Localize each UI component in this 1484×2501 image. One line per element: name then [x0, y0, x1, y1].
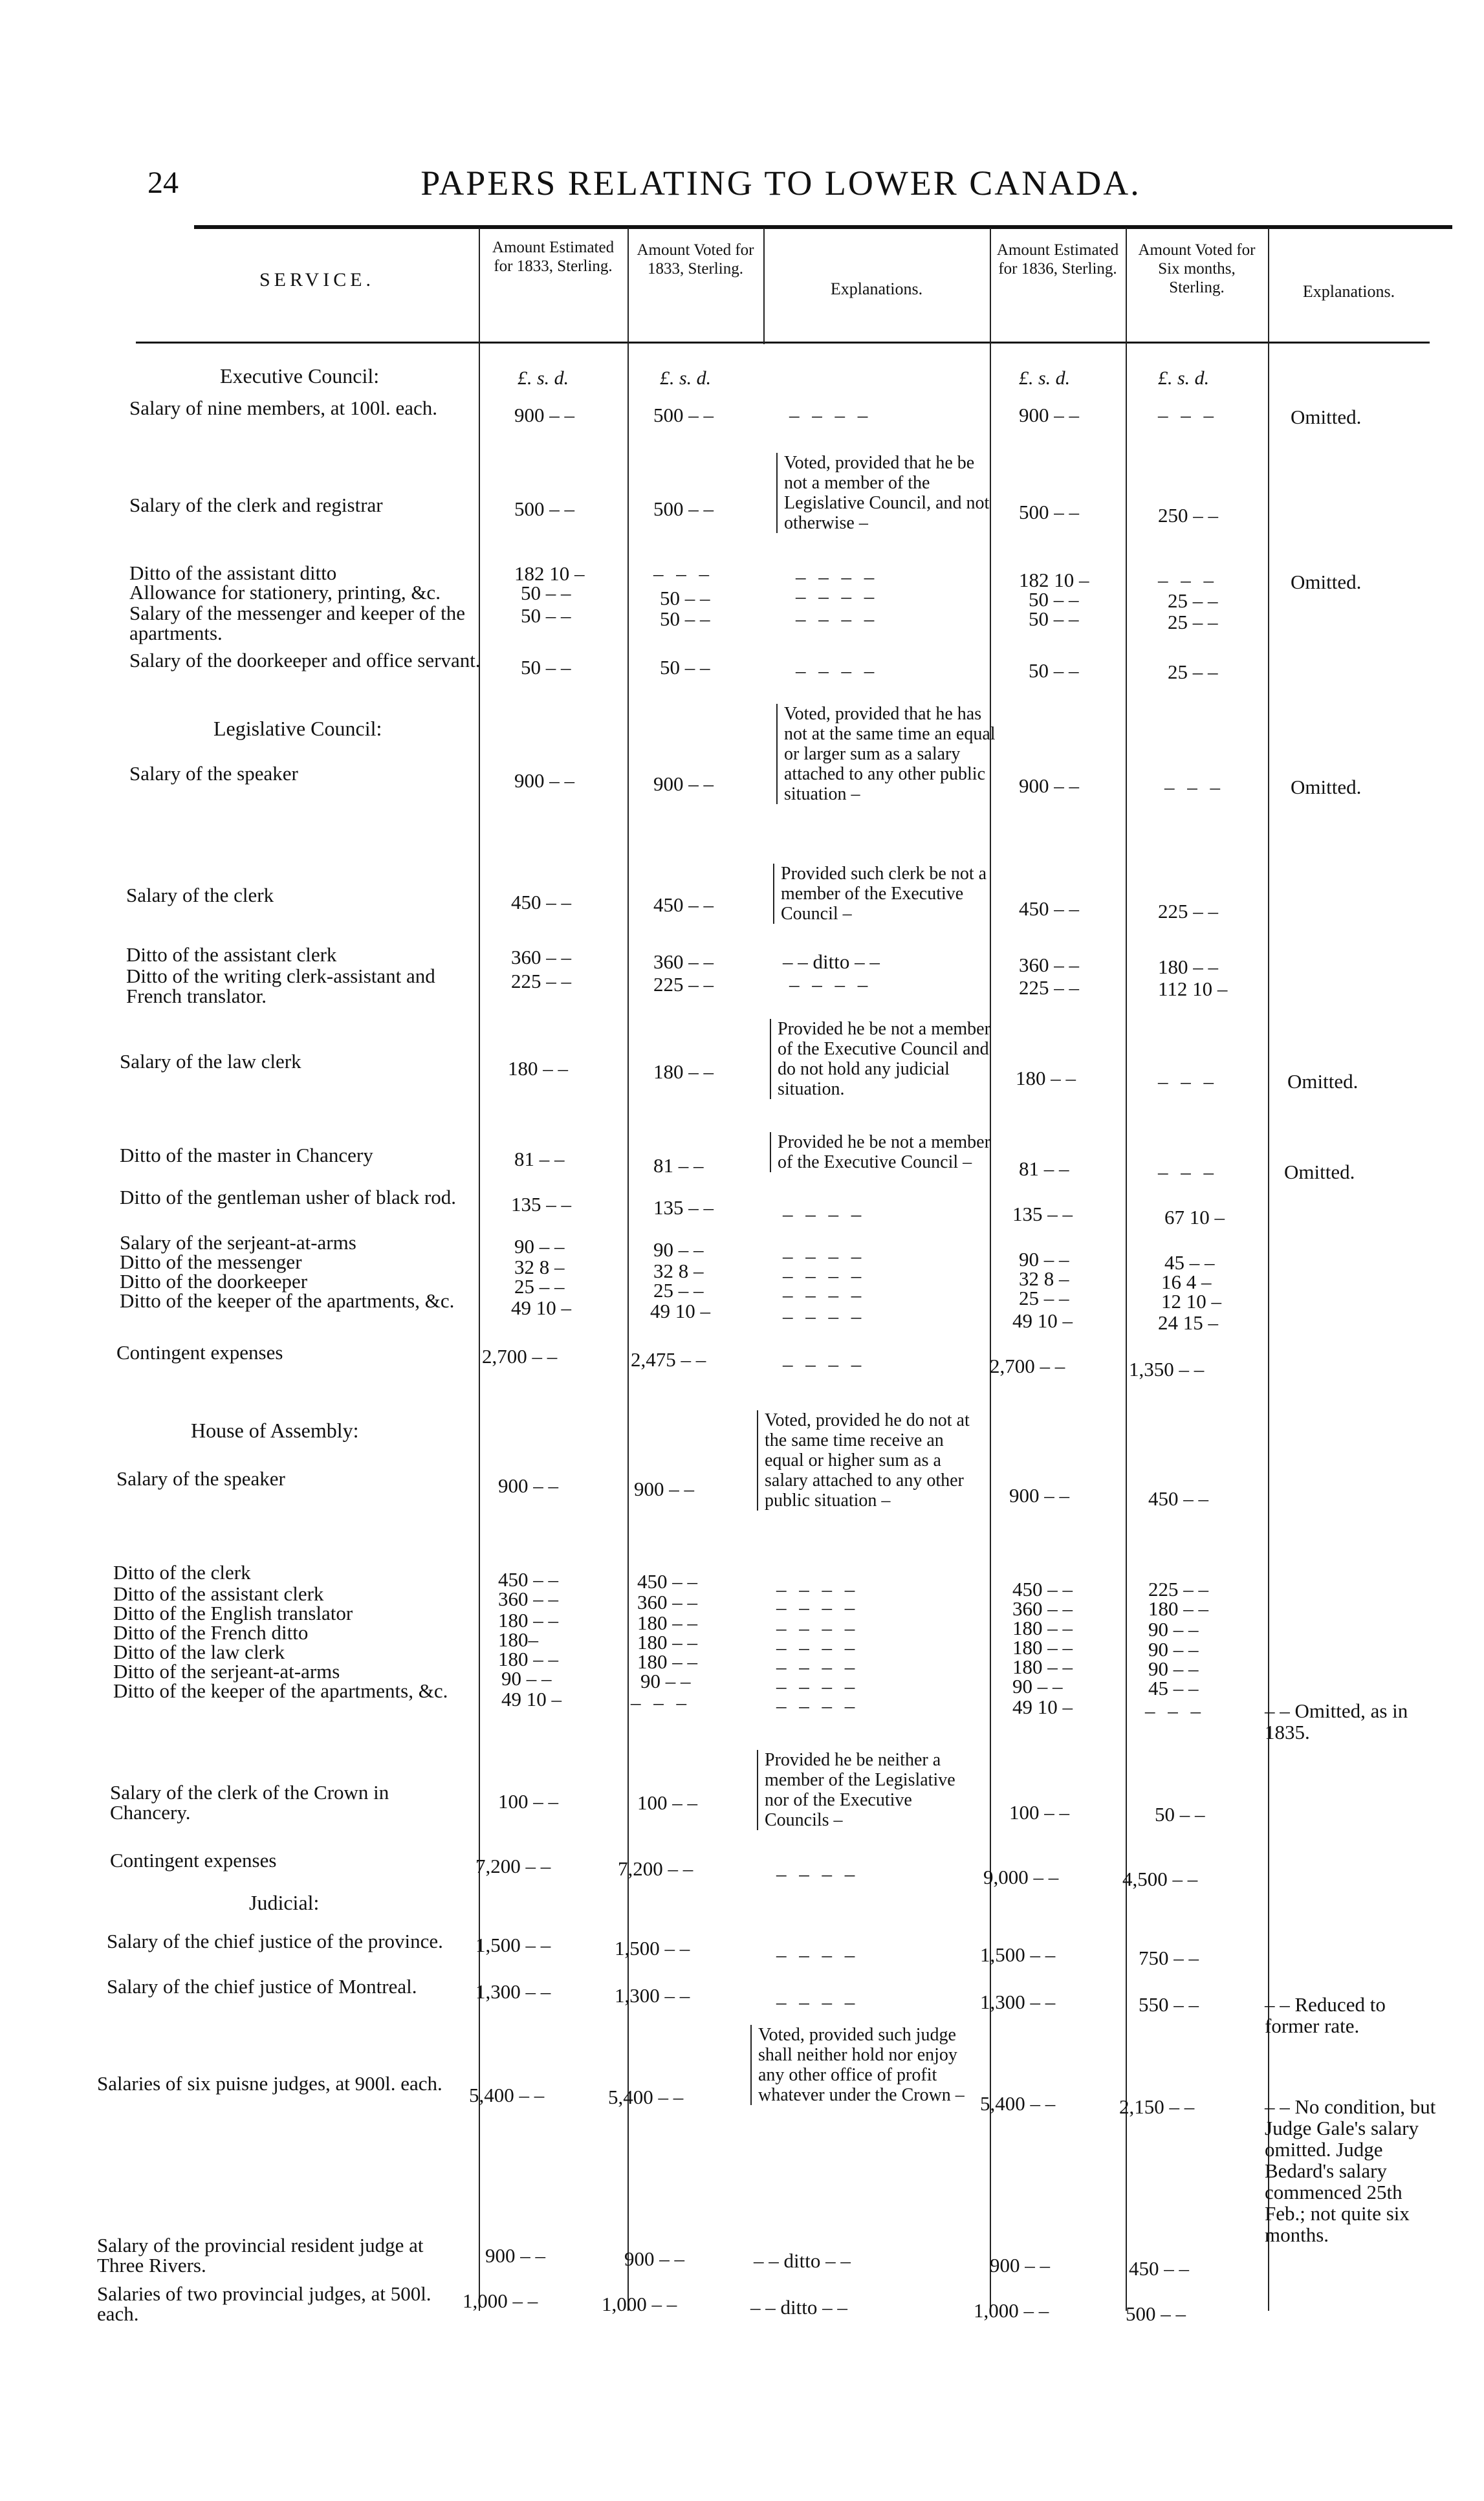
- service-label: Ditto of the writing clerk-assistant and French translator.: [126, 965, 435, 1007]
- amount-voted6m: – – –: [1158, 1161, 1217, 1183]
- amount-est1833: 450 – –: [511, 891, 571, 913]
- amount-est1833: 360 – –: [498, 1588, 558, 1610]
- amount-voted6m: 50 – –: [1155, 1803, 1205, 1826]
- explanation: Voted, provided that he has not at the same time an equal or larger sum as a salary attached to any other public situation –: [776, 704, 998, 804]
- explanation: – – ditto – –: [750, 2296, 847, 2319]
- amount-voted1833: 50 – –: [660, 607, 710, 630]
- service-label: Contingent expenses: [110, 1849, 277, 1872]
- header-voted1833: Amount Voted for 1833, Sterling.: [637, 241, 754, 278]
- service-label: Salary of the speaker: [116, 1467, 285, 1490]
- service-label: Ditto of the law clerk: [113, 1641, 285, 1663]
- explanation: – – – –: [776, 1991, 859, 2013]
- amount-est1833: 100 – –: [498, 1790, 558, 1813]
- amount-voted1833: 1,000 – –: [602, 2293, 677, 2315]
- amount-voted6m: – – –: [1158, 569, 1217, 591]
- header-voted6m: Amount Voted for Six months, Sterling.: [1138, 241, 1256, 296]
- explanation-right: – – Omitted, as in 1835.: [1265, 1699, 1408, 1743]
- units-est1836: £. s. d.: [1019, 367, 1071, 389]
- amount-est1836: 32 8 –: [1019, 1267, 1069, 1290]
- header-expl2: Explanations.: [1302, 282, 1395, 301]
- service-label: Ditto of the gentleman usher of black rod.: [120, 1186, 456, 1208]
- amount-est1836: 81 – –: [1019, 1157, 1069, 1180]
- service-label: Salary of the provincial resident judge at Three Rivers.: [97, 2234, 424, 2277]
- amount-voted6m: 550 – –: [1139, 1993, 1199, 2016]
- amount-voted6m: 90 – –: [1148, 1657, 1199, 1680]
- section-heading: Legislative Council:: [213, 717, 382, 740]
- amount-est1833: 900 – –: [514, 404, 574, 426]
- amount-est1833: 500 – –: [514, 497, 574, 520]
- amount-voted1833: 25 – –: [653, 1279, 704, 1302]
- amount-est1833: 25 – –: [514, 1275, 565, 1298]
- explanation: – – – –: [783, 1305, 866, 1327]
- amount-voted6m: 25 – –: [1168, 611, 1218, 633]
- amount-est1836: 50 – –: [1029, 607, 1079, 630]
- amount-est1836: 1,000 – –: [974, 2299, 1049, 2322]
- amount-est1833: 900 – –: [485, 2244, 545, 2267]
- amount-voted1833: 180 – –: [637, 1631, 697, 1654]
- service-label: Salary of the serjeant-at-arms: [120, 1231, 356, 1254]
- amount-est1836: 100 – –: [1009, 1801, 1069, 1824]
- amount-est1836: 360 – –: [1012, 1597, 1073, 1620]
- section-heading: House of Assembly:: [191, 1419, 359, 1442]
- amount-est1833: 135 – –: [511, 1193, 571, 1216]
- page-title: PAPERS RELATING TO LOWER CANADA.: [420, 164, 1141, 202]
- amount-est1833: 1,300 – –: [475, 1980, 551, 2003]
- service-label: Ditto of the keeper of the apartments, &c.: [120, 1289, 455, 1312]
- amount-voted6m: 112 10 –: [1158, 977, 1228, 1000]
- amount-voted1833: 135 – –: [653, 1196, 714, 1219]
- header-est1836: Amount Estimated for 1836, Sterling.: [996, 241, 1119, 278]
- amount-voted6m: 500 – –: [1126, 2302, 1186, 2325]
- explanation: Voted, provided that he be not a member of the Legislative Council, and not otherwise –: [776, 453, 998, 533]
- amount-est1833: 32 8 –: [514, 1256, 565, 1278]
- explanation-right: Omitted.: [1291, 406, 1362, 428]
- amount-voted1833: 180 – –: [637, 1650, 697, 1673]
- amount-voted1833: 5,400 – –: [608, 2086, 684, 2108]
- explanation: – – – –: [776, 1655, 859, 1678]
- amount-voted6m: 24 15 –: [1158, 1311, 1218, 1334]
- amount-voted1833: 2,475 – –: [631, 1348, 706, 1371]
- service-label: Ditto of the assistant clerk: [113, 1582, 324, 1605]
- amount-voted6m: 450 – –: [1148, 1487, 1208, 1510]
- amount-voted6m: 1,350 – –: [1129, 1358, 1205, 1381]
- amount-est1836: 9,000 – –: [983, 1866, 1059, 1888]
- header-service: SERVICE.: [259, 269, 375, 290]
- service-label: Ditto of the French ditto: [113, 1621, 309, 1644]
- amount-est1836: 450 – –: [1012, 1578, 1073, 1600]
- amount-est1836: 900 – –: [1009, 1484, 1069, 1507]
- service-label: Ditto of the English translator: [113, 1602, 353, 1624]
- amount-est1833: 2,700 – –: [482, 1345, 558, 1368]
- explanation: Voted, provided he do not at the same time receive an equal or higher sum as a salary attached to any other public situation –: [757, 1410, 978, 1511]
- amount-est1833: 1,000 – –: [463, 2289, 538, 2312]
- amount-voted6m: 45 – –: [1148, 1677, 1199, 1699]
- service-label: Ditto of the assistant clerk: [126, 943, 337, 966]
- amount-est1836: 900 – –: [1019, 774, 1079, 797]
- amount-voted6m: 67 10 –: [1164, 1206, 1225, 1229]
- amount-est1836: 180 – –: [1012, 1636, 1073, 1659]
- service-label: Salary of the chief justice of Montreal.: [107, 1975, 417, 1998]
- column-rule: [1126, 228, 1127, 2311]
- amount-voted6m: – – –: [1158, 1070, 1217, 1093]
- amount-est1836: 180 – –: [1016, 1067, 1076, 1089]
- amount-est1833: 49 10 –: [501, 1688, 562, 1710]
- column-rule: [763, 228, 765, 344]
- service-label: Ditto of the master in Chancery: [120, 1144, 373, 1166]
- amount-est1833: 7,200 – –: [475, 1855, 551, 1877]
- amount-est1836: 5,400 – –: [980, 2092, 1056, 2115]
- amount-est1833: 225 – –: [511, 970, 571, 992]
- amount-voted6m: 16 4 –: [1161, 1271, 1212, 1293]
- amount-est1836: 1,500 – –: [980, 1943, 1056, 1966]
- amount-est1836: 2,700 – –: [990, 1355, 1065, 1377]
- amount-voted1833: 32 8 –: [653, 1260, 704, 1282]
- explanation: – – – –: [776, 1675, 859, 1698]
- amount-voted6m: 750 – –: [1139, 1947, 1199, 1969]
- amount-voted1833: 900 – –: [624, 2247, 684, 2270]
- amount-est1836: 180 – –: [1012, 1655, 1073, 1678]
- service-label: Salary of the clerk and registrar: [129, 494, 383, 516]
- explanation: Provided he be neither a member of the Legislative nor of the Executive Councils –: [757, 1750, 978, 1830]
- explanation: Provided such clerk be not a member of the Executive Council –: [773, 864, 994, 924]
- explanation: – – – –: [776, 1578, 859, 1600]
- section-heading: Executive Council:: [220, 364, 380, 388]
- amount-voted6m: 180 – –: [1158, 956, 1218, 978]
- service-label: Salary of the messenger and keeper of the apartments.: [129, 602, 466, 644]
- service-label: Ditto of the serjeant-at-arms: [113, 1660, 340, 1683]
- explanation: – – ditto – –: [783, 950, 880, 973]
- amount-est1836: 180 – –: [1012, 1617, 1073, 1639]
- service-label: Salary of the chief justice of the province.: [107, 1930, 443, 1952]
- amount-voted1833: 49 10 –: [650, 1300, 710, 1322]
- amount-voted1833: – – –: [653, 562, 713, 585]
- amount-voted1833: 360 – –: [637, 1591, 697, 1613]
- service-label: Ditto of the doorkeeper: [120, 1270, 308, 1293]
- service-label: Ditto of the keeper of the apartments, &c.: [113, 1679, 448, 1702]
- amount-voted1833: 500 – –: [653, 497, 714, 520]
- explanation: – – – –: [796, 565, 878, 588]
- amount-voted6m: – – –: [1164, 776, 1224, 798]
- amount-est1833: 90 – –: [501, 1667, 552, 1690]
- amount-voted1833: 180 – –: [653, 1060, 714, 1083]
- amount-est1833: 180 – –: [498, 1609, 558, 1632]
- amount-voted6m: – – –: [1145, 1699, 1205, 1722]
- amount-voted6m: 450 – –: [1129, 2257, 1189, 2280]
- explanation: – – – –: [776, 1943, 859, 1966]
- amount-voted6m: 225 – –: [1158, 900, 1218, 923]
- amount-voted6m: – – –: [1158, 404, 1217, 426]
- amount-voted1833: 1,500 – –: [615, 1937, 690, 1960]
- amount-est1833: 180–: [498, 1628, 538, 1651]
- amount-est1836: 900 – –: [990, 2254, 1050, 2277]
- amount-voted1833: 50 – –: [660, 656, 710, 679]
- amount-est1836: 450 – –: [1019, 897, 1079, 920]
- amount-voted1833: 360 – –: [653, 950, 714, 973]
- service-label: Salary of the speaker: [129, 762, 298, 785]
- explanation: – – – –: [783, 1203, 866, 1225]
- amount-voted1833: 900 – –: [653, 772, 714, 795]
- amount-voted1833: 225 – –: [653, 973, 714, 996]
- amount-est1836: 182 10 –: [1019, 569, 1089, 591]
- amount-est1836: 49 10 –: [1012, 1696, 1073, 1718]
- header-expl1: Explanations.: [830, 279, 923, 298]
- service-label: Ditto of the messenger: [120, 1250, 302, 1273]
- amount-est1836: 50 – –: [1029, 659, 1079, 682]
- amount-est1833: 50 – –: [521, 582, 571, 604]
- service-label: Contingent expenses: [116, 1341, 283, 1364]
- amount-voted6m: 250 – –: [1158, 504, 1218, 527]
- service-label: Salary of the clerk: [126, 884, 274, 906]
- amount-est1836: 49 10 –: [1012, 1309, 1073, 1332]
- amount-est1836: 225 – –: [1019, 976, 1079, 999]
- explanation-right: – – No condition, but Judge Gale's salary omitted. Judge Bedard's salary commenced 25th Feb.; not quite six months.: [1265, 2095, 1436, 2246]
- amount-voted1833: 7,200 – –: [618, 1857, 693, 1880]
- amount-est1833: 1,500 – –: [475, 1934, 551, 1956]
- explanation: – – – –: [796, 607, 878, 630]
- amount-voted6m: 25 – –: [1168, 661, 1218, 683]
- service-label: Salary of the doorkeeper and office servant.: [129, 649, 481, 672]
- amount-voted6m: 2,150 – –: [1119, 2095, 1195, 2118]
- amount-voted1833: 90 – –: [640, 1670, 691, 1692]
- amount-voted1833: 1,300 – –: [615, 1984, 690, 2007]
- amount-voted6m: 225 – –: [1148, 1578, 1208, 1600]
- top-rule: [194, 225, 1452, 229]
- service-label: Salaries of six puisne judges, at 900l. each.: [97, 2072, 442, 2095]
- amount-voted1833: 500 – –: [653, 404, 714, 426]
- header-est1833: Amount Estimated for 1833, Sterling.: [492, 239, 615, 275]
- amount-est1836: 90 – –: [1012, 1675, 1063, 1698]
- explanation: – – – –: [776, 1694, 859, 1717]
- service-label: Salary of nine members, at 100l. each.: [129, 397, 438, 419]
- explanation-right: Omitted.: [1291, 571, 1362, 593]
- units-voted1833: £. s. d.: [660, 367, 712, 389]
- amount-est1836: 90 – –: [1019, 1248, 1069, 1271]
- amount-est1833: 180 – –: [498, 1648, 558, 1670]
- service-label: Ditto of the clerk: [113, 1561, 251, 1584]
- explanation: – – – –: [776, 1596, 859, 1619]
- explanation: – – – –: [783, 1283, 866, 1306]
- explanation: – – – –: [776, 1862, 859, 1885]
- explanation-right: – – Reduced to former rate.: [1265, 1993, 1386, 2037]
- amount-voted1833: 50 – –: [660, 587, 710, 609]
- units-est1833: £. s. d.: [518, 367, 569, 389]
- amount-voted1833: 81 – –: [653, 1154, 704, 1177]
- amount-est1836: 50 – –: [1029, 588, 1079, 611]
- explanation: – – – –: [789, 404, 872, 426]
- amount-est1833: 450 – –: [498, 1568, 558, 1591]
- amount-est1833: 90 – –: [514, 1235, 565, 1258]
- service-label: Salary of the law clerk: [120, 1050, 301, 1073]
- explanation: Provided he be not a member of the Executive Council and do not hold any judicial situation.: [770, 1019, 991, 1099]
- amount-voted6m: 4,500 – –: [1122, 1868, 1198, 1890]
- amount-voted6m: 180 – –: [1148, 1597, 1208, 1620]
- explanation: Voted, provided such judge shall neither hold nor enjoy any other office of profit whatever under the Crown –: [750, 2025, 972, 2105]
- explanation-right: Omitted.: [1284, 1161, 1355, 1183]
- units-voted6m: £. s. d.: [1158, 367, 1210, 389]
- amount-voted6m: 25 – –: [1168, 589, 1218, 612]
- amount-est1833: 180 – –: [508, 1057, 568, 1080]
- explanation: – – – –: [783, 1353, 866, 1375]
- explanation-right: Omitted.: [1287, 1070, 1359, 1093]
- amount-est1833: 360 – –: [511, 946, 571, 968]
- explanation: – – – –: [776, 1617, 859, 1639]
- explanation: Provided he be not a member of the Executive Council –: [770, 1132, 991, 1172]
- amount-est1833: 900 – –: [514, 769, 574, 792]
- explanation: – – – –: [776, 1636, 859, 1659]
- amount-voted1833: 180 – –: [637, 1611, 697, 1634]
- amount-voted1833: 100 – –: [637, 1791, 697, 1814]
- amount-est1836: 25 – –: [1019, 1287, 1069, 1309]
- section-heading: Judicial:: [249, 1891, 320, 1914]
- amount-voted6m: 90 – –: [1148, 1618, 1199, 1641]
- amount-est1833: 182 10 –: [514, 562, 585, 585]
- amount-est1833: 81 – –: [514, 1148, 565, 1170]
- amount-est1833: 49 10 –: [511, 1296, 571, 1319]
- amount-voted1833: 900 – –: [634, 1478, 694, 1500]
- explanation: – – ditto – –: [754, 2249, 851, 2272]
- service-label: Allowance for stationery, printing, &c.: [129, 581, 441, 604]
- amount-est1836: 1,300 – –: [980, 1991, 1056, 2013]
- amount-est1836: 135 – –: [1012, 1203, 1073, 1225]
- service-label: Ditto of the assistant ditto: [129, 562, 337, 584]
- explanation: – – – –: [783, 1245, 866, 1267]
- amount-est1833: 50 – –: [521, 604, 571, 627]
- explanation: – – – –: [789, 973, 872, 996]
- amount-est1836: 360 – –: [1019, 954, 1079, 976]
- page-number: 24: [147, 166, 179, 200]
- explanation: – – – –: [796, 585, 878, 607]
- amount-voted1833: 450 – –: [637, 1570, 697, 1593]
- header-rule: [136, 342, 1430, 344]
- amount-voted1833: 90 – –: [653, 1238, 704, 1261]
- amount-est1833: 5,400 – –: [469, 2084, 545, 2106]
- amount-est1836: 500 – –: [1019, 501, 1079, 523]
- amount-voted6m: 90 – –: [1148, 1638, 1199, 1661]
- amount-est1833: 50 – –: [521, 656, 571, 679]
- service-label: Salaries of two provincial judges, at 500l. each.: [97, 2282, 431, 2325]
- explanation: – – – –: [783, 1264, 866, 1287]
- service-label: Salary of the clerk of the Crown in Chancery.: [110, 1781, 389, 1824]
- amount-est1833: 900 – –: [498, 1474, 558, 1497]
- explanation: – – – –: [796, 659, 878, 682]
- amount-est1836: 900 – –: [1019, 404, 1079, 426]
- amount-voted6m: 12 10 –: [1161, 1290, 1221, 1313]
- amount-voted1833: 450 – –: [653, 893, 714, 916]
- amount-voted6m: 45 – –: [1164, 1251, 1215, 1274]
- explanation-right: Omitted.: [1291, 776, 1362, 798]
- amount-voted1833: – – –: [631, 1691, 690, 1714]
